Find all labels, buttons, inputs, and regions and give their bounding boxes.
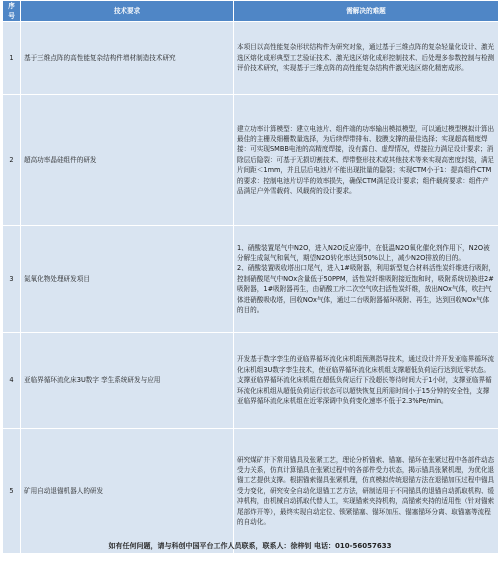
table-row [3, 429, 499, 554]
row-number: 3 [3, 226, 21, 333]
problem-description: 本项目以高性能复杂形状结构件为研究对象，通过基于三维点阵的复杂轻量化设计、激光选区熔化成形典型工艺验证技术、激光选区熔化成形控制技术、后处理多参数控制与检测评价技术研究，实现基于三维点阵的高性能复杂结构件激光选区熔化精密成形。 [234, 22, 499, 95]
header-no: 序号 [3, 1, 21, 22]
problem-description: 建立功率计算模型：建立电池片、组件端的功率输出模拟模型，可以通过模型模拟计算出最佳的主栅及细栅数量选择，为后续焊带排布、胶膜支撑的最佳选择；实现超高精度焊接：可实现SMBB电池的高精度焊接，没有露白、虚焊情况，焊接拉力满足设计要求；消除层后隐裂：可基于无损切割技术、焊带整形技术或其他技术等来实现高密度封装，满足片间距＜1mm，并且层后电池片不能出现批量的隐裂；实现CTM小于1：提高组件CTM的要求：控制电池片切半的效率损失，确保CTM满足设计要求；组件载荷要求：组件产品满足户外雪载荷、风载荷的设计要求。 [234, 95, 499, 226]
tech-requirement: 氮氧化物处理研发项目 [21, 226, 234, 333]
tech-requirement: 矿用自动退锚机器人的研发 [21, 429, 234, 554]
problem-description: 开发基于数字孪生的亚临界循环流化床机组预测指导技术，通过设计并开发亚临界循环流化床机组3U数字孪生技术，使亚临界循环流化床机组支撑超低负荷运行达到近零状态。支撑亚临界循环流化床机组在超低负荷运行下没超长等待时间大于1小时，支撑亚临界循环流化床机组从超低负荷运行状态可以超快恢复且所需时间小于15分钟的安全性，支撑亚临界循环流化床机组在近零深调中负荷变化速率不低于2.3%Pe/min。 [234, 333, 499, 429]
row-number: 5 [3, 429, 21, 554]
problem-description: 研究煤矿井下常用锚具及张紧工艺，理论分析锚索、锚塞、锚环在张紧过程中各部件动态受力关系，仿真计算锚具在张紧过程中的各部件受力状态，揭示锚具张紧机理，为优化退锚工艺提供支撑。根据锚索锚具张紧机理，仿真模拟传统退锚方法在退锚加压过程中锚具受力变化，研究安全自动化退锚工艺方法，研制适用于不同锚具的退锚自动抓取机构、缓冲机构，由机械自动抓取代替人工，实现锚索夹持机构，高锚索夹持的适用性（针对锚索尾部炸开等），最终实现自动定位、锁紧锚塞、锚环加压、锚塞锚环分离、取锚塞等流程的自动化。 [234, 429, 499, 554]
problem-description: 1、硝酸装置尾气中N2O，进入N2O反应器中，在低温N2O氧化催化剂作用下，N2O被分解生成氮气和氧气，期望N2O转化率达到50%以上，减少N2O排放的目的。 2、硝酸装置吸收塔出口尾气，进入1#吸附器，利用新型复合材料活性炭纤维进行吸附，控制硝酸尾气中NOx含量低于50PPM，活性炭纤维吸附接近饱和时，吸附系统切换进2#吸附器，1#吸附器再生，由硝酸工序二次空气吹扫活性炭纤维，放出NOx气体，吹扫气体进硝酸吸收塔，回收NOx气体，通过二台吸附器循环吸附、再生，达到回收NOx气体的目的。 [234, 226, 499, 333]
row-number: 2 [3, 95, 21, 226]
header-solution: 需解决的难题 [234, 1, 499, 22]
header-tech: 技术要求 [21, 1, 234, 22]
table-row [3, 22, 499, 95]
table-row [3, 226, 499, 333]
table-row [3, 333, 499, 429]
row-number: 4 [3, 333, 21, 429]
table-row [3, 95, 499, 226]
contact-footer: 如有任何问题，请与科创中国平台工作人员联系，联系人：徐梓钊 电话：010-56057633 [108, 542, 392, 550]
tech-requirement: 基于三维点阵的高性能复杂结构件增材制造技术研究 [21, 22, 234, 95]
tech-requirement: 亚临界循环流化床3U数字 孪生系统研发与应用 [21, 333, 234, 429]
tech-requirement: 超高功率晶硅组件的研发 [21, 95, 234, 226]
requirements-table [2, 0, 499, 554]
row-number: 1 [3, 22, 21, 95]
table-header-row [3, 1, 499, 22]
